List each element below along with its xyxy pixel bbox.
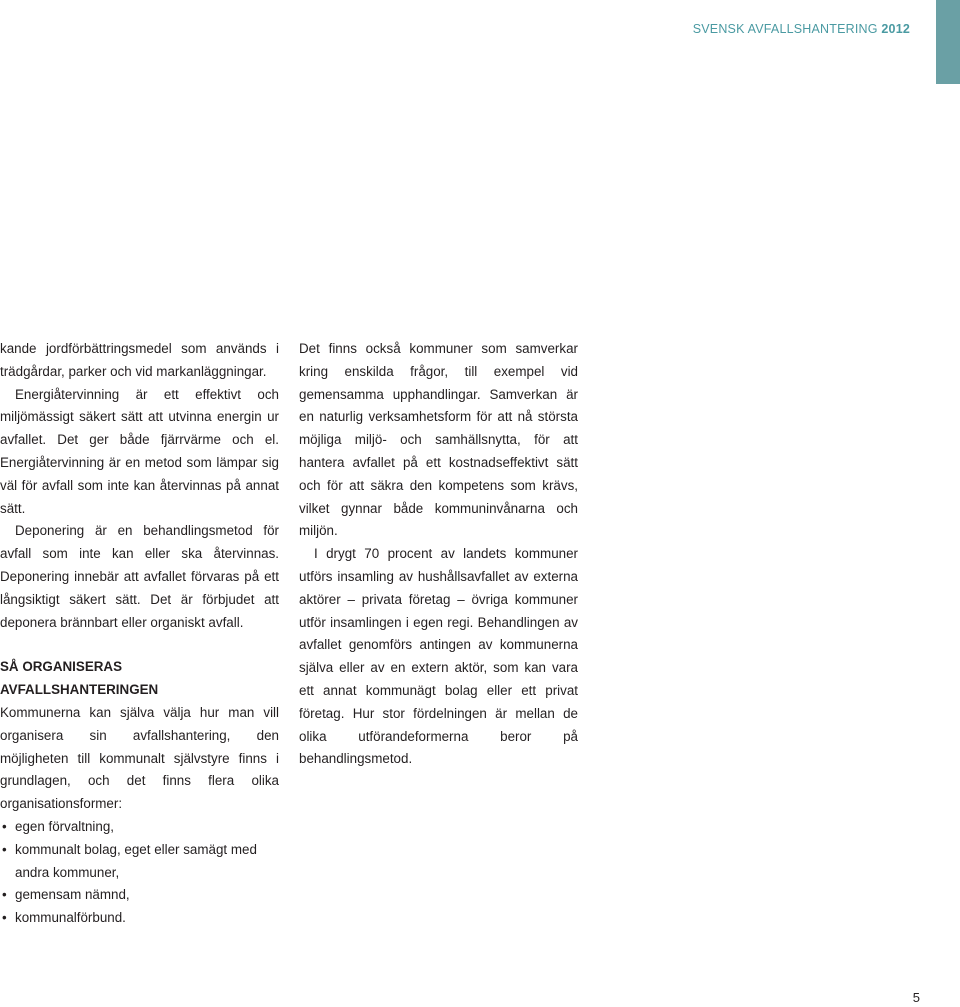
header-year: 2012 — [881, 22, 910, 36]
paragraph-energy-recovery: Energiåtervinning är ett effektivt och miljömässigt säkert sätt att utvinna energin ur avfallet. Det ger både fjärrvärme och el. Energiåtervinning är en metod som lämpar sig väl för avfall som inte kan återvinnas på annat sätt. — [0, 386, 279, 516]
list-item: • egen förvaltning, — [0, 816, 279, 839]
paragraph-collection: I drygt 70 procent av landets kommuner utförs insamling av hushållsavfallet av externa aktörer – privata företag – övriga kommuner utför insamlingen i egen regi. Behandlingen av avfallet genomförs antingen av kommunerna själva eller av en extern aktör, som kan vara ett annat kommunägt bolag eller ett privat företag. Hur stor fördelningen är mellan de olika utförandeformerna beror på behandlingsmetod. — [299, 546, 578, 767]
running-header — [693, 22, 910, 36]
bullet-icon: • — [2, 910, 7, 926]
bullet-icon: • — [2, 841, 7, 857]
list-item: • kommunalt bolag, eget eller samägt med andra kommuner, — [0, 839, 279, 885]
left-text-column — [0, 338, 279, 930]
paragraph-landfill: Deponering är en behandlingsmetod för avfall som inte kan eller ska återvinnas. Deponering innebär att avfallet förvaras på ett långsiktigt säkert sätt. Det är förbjudet att deponera brännbart eller organiskt avfall. — [0, 523, 279, 630]
list-item: • kommunalförbund. — [0, 907, 279, 930]
bullet-icon: • — [2, 887, 7, 903]
section-heading: SÅ ORGANISERAS AVFALLSHANTERINGEN — [0, 659, 159, 698]
paragraph-compost-end: kande jordförbättringsmedel som används i trädgårdar, parker och vid markanläggningar. — [0, 341, 279, 379]
paragraph-organisation: Kommunerna kan själva välja hur man vill organisera sin avfallshantering, den möjligheten till kommunalt självstyre finns i grundlagen, och det finns flera olika organisationsformer: — [0, 704, 279, 812]
right-text-column — [299, 338, 578, 771]
paragraph-cooperation: Det finns också kommuner som samverkar kring enskilda frågor, till exempel vid gemensamma upphandlingar. Samverkan är en naturlig verksamhetsform för att nå största möjliga miljö- och samhällsnytta, för att hantera avfallet på ett kostnadseffektivt sätt och för att säkra den kompetens som krävs, vilket gynnar både kommuninvånarna och miljön. — [299, 341, 578, 539]
corner-color-tab — [936, 0, 960, 84]
header-title-text: SVENSK AVFALLSHANTERING — [692, 22, 878, 36]
list-item: • gemensam nämnd, — [0, 884, 279, 907]
bullet-icon: • — [2, 818, 7, 834]
organisation-form-list — [0, 816, 279, 930]
page-number: 5 — [912, 990, 920, 1005]
